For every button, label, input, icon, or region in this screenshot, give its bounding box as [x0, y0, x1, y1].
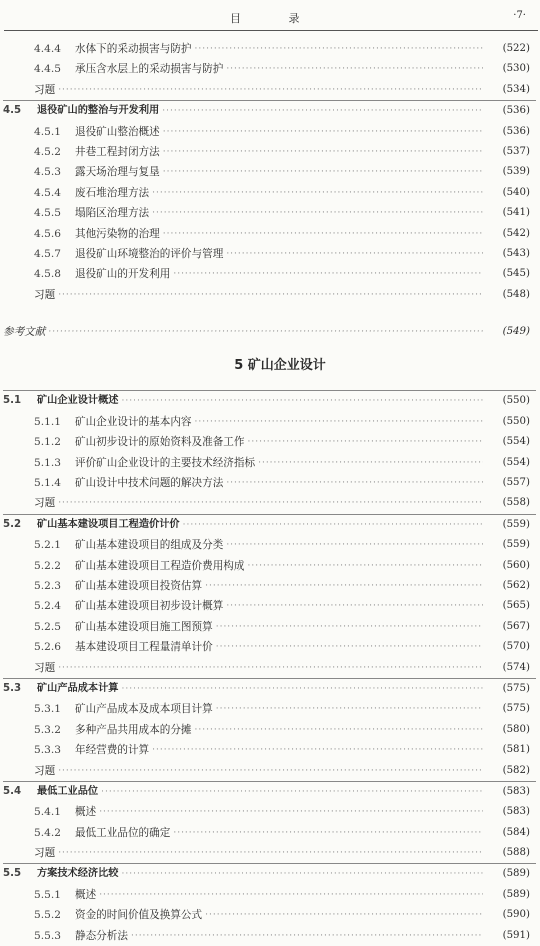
leader-dots: [58, 658, 483, 678]
toc-entry-title: 矿山基本建设项目工程造价计价: [37, 518, 180, 530]
toc-exercise-entry[interactable]: [0, 658, 540, 678]
chapter-heading: 5 矿山企业设计: [234, 358, 326, 374]
toc-entry-number: 5.4.1: [34, 806, 61, 819]
toc-entry-number: 5.2.3: [34, 579, 61, 592]
leader-dots: [226, 59, 483, 79]
toc-entry-page: (534): [502, 83, 530, 95]
toc-section-chapter4: [0, 39, 540, 305]
leader-dots: [99, 802, 483, 822]
toc-entry-number: 5.1.3: [34, 456, 61, 469]
toc-entry-page: (549): [502, 326, 530, 338]
toc-entry-number: 5.5: [3, 868, 22, 880]
toc-entry-title: 多种产品共用成本的分摊: [75, 723, 192, 736]
toc-entry-title: 矿山基本建设项目初步设计概算: [75, 600, 224, 613]
leader-dots: [258, 453, 483, 473]
toc-entry-page: (539): [502, 166, 530, 178]
toc-entry-title: 退役矿山的整治与开发利用: [37, 105, 160, 117]
toc-subsection-entry[interactable]: [0, 535, 540, 555]
toc-entry-number: 5.1: [3, 395, 22, 407]
toc-entry-page: (584): [502, 826, 530, 838]
toc-entry-title: 矿山基本建设项目投资估算: [75, 579, 203, 592]
toc-entry-number: 5.3: [3, 682, 22, 694]
leader-dots: [58, 80, 483, 100]
toc-subsection-entry[interactable]: [0, 473, 540, 493]
toc-entry-page: (575): [502, 703, 530, 715]
toc-section-entry[interactable]: [0, 864, 540, 884]
toc-entry-number: 4.5.7: [34, 247, 61, 260]
toc-entry-page: (541): [502, 207, 530, 219]
toc-entry-page: (575): [502, 682, 530, 694]
toc-entry-title: 井巷工程封闭方法: [75, 145, 160, 158]
toc-entry-page: (554): [502, 436, 530, 448]
toc-subsection-entry[interactable]: [0, 596, 540, 616]
toc-entry-page: (560): [502, 559, 530, 571]
toc-entry-page: (570): [502, 641, 530, 653]
toc-entry-title: 矿山企业设计概述: [37, 395, 119, 407]
toc-subsection-entry[interactable]: [0, 926, 540, 946]
toc-entry-title: 习题: [34, 497, 56, 510]
toc-entry-page: (540): [502, 186, 530, 198]
leader-dots: [173, 264, 483, 284]
leader-dots: [58, 285, 483, 305]
toc-entry-number: 4.5.4: [34, 186, 61, 199]
leader-dots: [195, 720, 483, 740]
toc-entry-page: (583): [502, 785, 530, 797]
toc-entry-page: (589): [502, 868, 530, 880]
toc-entry-title: 概述: [75, 888, 97, 901]
toc-subsection-entry[interactable]: [0, 576, 540, 596]
leader-dots: [226, 535, 483, 555]
toc-entry-title: 年经营费的计算: [75, 744, 150, 757]
toc-subsection-entry[interactable]: [0, 432, 540, 452]
toc-subsection-entry[interactable]: [0, 905, 540, 925]
toc-subsection-entry[interactable]: [0, 617, 540, 637]
toc-entry-number: 5.3.1: [34, 703, 61, 716]
toc-entry-page: (543): [502, 247, 530, 259]
leader-dots: [131, 926, 483, 946]
leader-dots: [99, 885, 483, 905]
toc-subsection-entry[interactable]: [0, 142, 540, 162]
toc-entry-page: (567): [502, 620, 530, 632]
toc-subsection-entry[interactable]: [0, 556, 540, 576]
toc-entry-page: (537): [502, 145, 530, 157]
toc-entry-title: 习题: [34, 288, 56, 301]
leader-dots: [226, 473, 483, 493]
toc-exercise-entry[interactable]: [0, 285, 540, 305]
toc-entry-number: 5.1.1: [34, 415, 61, 428]
toc-subsection-entry[interactable]: [0, 162, 540, 182]
toc-entry-page: (582): [502, 764, 530, 776]
toc-subsection-entry[interactable]: [0, 720, 540, 740]
toc-section-entry[interactable]: [0, 101, 540, 121]
toc-exercise-entry[interactable]: [0, 843, 540, 863]
leader-dots: [58, 843, 483, 863]
toc-entry-title: 静态分析法: [75, 929, 128, 942]
toc-entry-number: 5.4: [3, 785, 22, 797]
leader-dots: [195, 39, 483, 59]
toc-entry-page: (545): [502, 268, 530, 280]
toc-subsection-entry[interactable]: [0, 203, 540, 223]
toc-entry-page: (536): [502, 105, 530, 117]
toc-entry-title: 退役矿山整治概述: [75, 125, 160, 138]
header-rule: [4, 30, 538, 31]
toc-entry-title: 习题: [34, 83, 56, 96]
toc-entry-page: (588): [502, 847, 530, 859]
leader-dots: [152, 740, 483, 760]
leader-dots: [216, 617, 483, 637]
toc-entry-number: 4.5.2: [34, 145, 61, 158]
toc-entry-number: 4.5.6: [34, 227, 61, 240]
toc-subsection-entry[interactable]: [0, 244, 540, 264]
toc-subsection-entry[interactable]: [0, 264, 540, 284]
toc-section-entry[interactable]: [0, 679, 540, 699]
toc-entry-title: 矿山企业设计的基本内容: [75, 415, 192, 428]
toc-exercise-entry[interactable]: [0, 761, 540, 781]
toc-entry-number: 4.4.5: [34, 63, 61, 76]
leader-dots: [152, 203, 483, 223]
toc-subsection-entry[interactable]: [0, 802, 540, 822]
spacer: [0, 305, 540, 322]
toc-entry-number: 5.3.3: [34, 744, 61, 757]
toc-subsection-entry[interactable]: [0, 453, 540, 473]
toc-entry-page: (559): [502, 539, 530, 551]
toc-entry-page: (542): [502, 227, 530, 239]
leader-dots: [163, 224, 483, 244]
toc-entry-page: (559): [502, 518, 530, 530]
toc-entry-page: (558): [502, 497, 530, 509]
toc-subsection-entry[interactable]: [0, 122, 540, 142]
toc-entry-title: 废石堆治理方法: [75, 186, 150, 199]
leader-dots: [122, 391, 484, 411]
leader-dots: [163, 142, 483, 162]
toc-entry-page: (583): [502, 806, 530, 818]
toc-entry-title: 矿山产品成本及成本项目计算: [75, 703, 213, 716]
leader-dots: [122, 679, 484, 699]
leader-dots: [195, 412, 483, 432]
toc-entry-title: 概述: [75, 806, 97, 819]
toc-entry-title: 水体下的采动损害与防护: [75, 43, 192, 55]
toc-entry-page: (550): [502, 415, 530, 427]
toc-entry-title: 其他污染物的治理: [75, 227, 160, 240]
toc-entry-page: (581): [502, 744, 530, 756]
toc-exercise-entry[interactable]: [0, 493, 540, 513]
toc-entry-page: (589): [502, 888, 530, 900]
toc-entry-page: (522): [502, 43, 530, 54]
toc-entry-page: (536): [502, 125, 530, 137]
toc-entry-number: 5.2: [3, 518, 22, 530]
toc-entry-number: 4.5: [3, 105, 22, 117]
toc-entry-number: 5.2.2: [34, 559, 61, 572]
toc-entry-number: 5.5.2: [34, 909, 61, 922]
toc-entry-title: 习题: [34, 847, 56, 860]
toc-entry-title: 基本建设项目工程量清单计价: [75, 641, 213, 654]
toc-entry-number: 5.1.2: [34, 436, 61, 449]
toc-entry-title: 承压含水层上的采动损害与防护: [75, 63, 224, 76]
toc-entry-number: 5.4.2: [34, 826, 61, 839]
toc-entry-title: 矿山基本建设项目的组成及分类: [75, 539, 224, 552]
toc-entry-number: 5.1.4: [34, 477, 61, 490]
toc-subsection-entry[interactable]: [0, 699, 540, 719]
toc-entry-number: 4.5.1: [34, 125, 61, 138]
header-title: 目 录: [230, 12, 322, 25]
toc-entry-number: 4.5.3: [34, 166, 61, 179]
toc-entry-number: 5.5.3: [34, 929, 61, 942]
toc-entry-title: 塌陷区治理方法: [75, 207, 150, 220]
toc-subsection-entry[interactable]: [0, 59, 540, 79]
toc-subsection-entry[interactable]: [0, 823, 540, 843]
toc-entry-title: 习题: [34, 764, 56, 777]
page-header: [0, 0, 540, 28]
toc-entry-page: (530): [502, 63, 530, 75]
toc-entry-page: (565): [502, 600, 530, 612]
toc-entry-title: 资金的时间价值及换算公式: [75, 909, 203, 922]
leader-dots: [216, 637, 483, 657]
toc-entry-number: 5.3.2: [34, 723, 61, 736]
toc-entry-page: (591): [502, 929, 530, 941]
toc-subsection-entry[interactable]: [0, 637, 540, 657]
leader-dots: [216, 699, 483, 719]
toc-entry-title: 习题: [34, 661, 56, 674]
toc-section-chapter5: [0, 390, 540, 946]
toc-entry-title: 矿山基本建设项目工程造价费用构成: [75, 559, 245, 572]
toc-entry-number: 5.2.5: [34, 620, 61, 633]
toc-entry-title: 退役矿山环境整治的评价与管理: [75, 247, 224, 260]
toc-entry-title: 露天场治理与复垦: [75, 166, 160, 179]
leader-dots: [152, 183, 483, 203]
leader-dots: [183, 515, 483, 535]
leader-dots: [48, 322, 483, 342]
toc-entry-number: 4.5.8: [34, 268, 61, 281]
leader-dots: [58, 493, 483, 513]
toc-entry-title: 矿山初步设计的原始资料及准备工作: [75, 436, 245, 449]
toc-entry-page: (557): [502, 477, 530, 489]
toc-entry-title: 矿山设计中技术问题的解决方法: [75, 477, 224, 490]
toc-entry-number: 4.5.5: [34, 207, 61, 220]
leader-dots: [101, 782, 483, 802]
toc-entry-number: 5.5.1: [34, 888, 61, 901]
leader-dots: [173, 823, 483, 843]
toc-entry-page: (554): [502, 456, 530, 468]
leader-dots: [205, 905, 483, 925]
toc-entry-references[interactable]: [0, 322, 540, 342]
toc-entry-page: (580): [502, 723, 530, 735]
header-page-number: ·7·: [513, 10, 526, 21]
toc-entry-number: 5.2.6: [34, 641, 61, 654]
toc-exercise-entry[interactable]: [0, 80, 540, 100]
leader-dots: [162, 101, 483, 121]
toc-entry-title: 最低工业品位的确定: [75, 826, 171, 839]
toc-section-entry[interactable]: [0, 515, 540, 535]
leader-dots: [205, 576, 483, 596]
leader-dots: [163, 122, 483, 142]
toc-subsection-entry[interactable]: [0, 39, 540, 59]
leader-dots: [248, 432, 484, 452]
toc-subsection-entry[interactable]: [0, 183, 540, 203]
leader-dots: [226, 244, 483, 264]
toc-entry-title: 最低工业品位: [37, 785, 99, 797]
toc-subsection-entry[interactable]: [0, 224, 540, 244]
toc-entry-title: 矿山基本建设项目施工图预算: [75, 620, 213, 633]
toc-entry-number: 5.2.1: [34, 539, 61, 552]
toc-entry-title: 退役矿山的开发利用: [75, 268, 171, 281]
leader-dots: [122, 864, 484, 884]
toc-subsection-entry[interactable]: [0, 740, 540, 760]
leader-dots: [163, 162, 483, 182]
toc-entry-number: 4.4.4: [34, 43, 61, 55]
toc-entry-title: 方案技术经济比较: [37, 868, 119, 880]
toc-entry-title: 参考文献: [3, 326, 46, 339]
toc-entry-page: (574): [502, 661, 530, 673]
leader-dots: [226, 596, 483, 616]
toc-entry-page: (550): [502, 395, 530, 407]
toc-entry-number: 5.2.4: [34, 600, 61, 613]
toc-subsection-entry[interactable]: [0, 412, 540, 432]
leader-dots: [248, 556, 484, 576]
toc-section-entry[interactable]: [0, 782, 540, 802]
toc-entry-title: 矿山产品成本计算: [37, 682, 119, 694]
toc-entry-page: (548): [502, 288, 530, 300]
toc-entry-page: (562): [502, 579, 530, 591]
toc-subsection-entry[interactable]: [0, 885, 540, 905]
toc-entry-page: (590): [502, 909, 530, 921]
toc-section-entry[interactable]: [0, 391, 540, 411]
toc-entry-title: 评价矿山企业设计的主要技术经济指标: [75, 456, 256, 469]
leader-dots: [58, 761, 483, 781]
